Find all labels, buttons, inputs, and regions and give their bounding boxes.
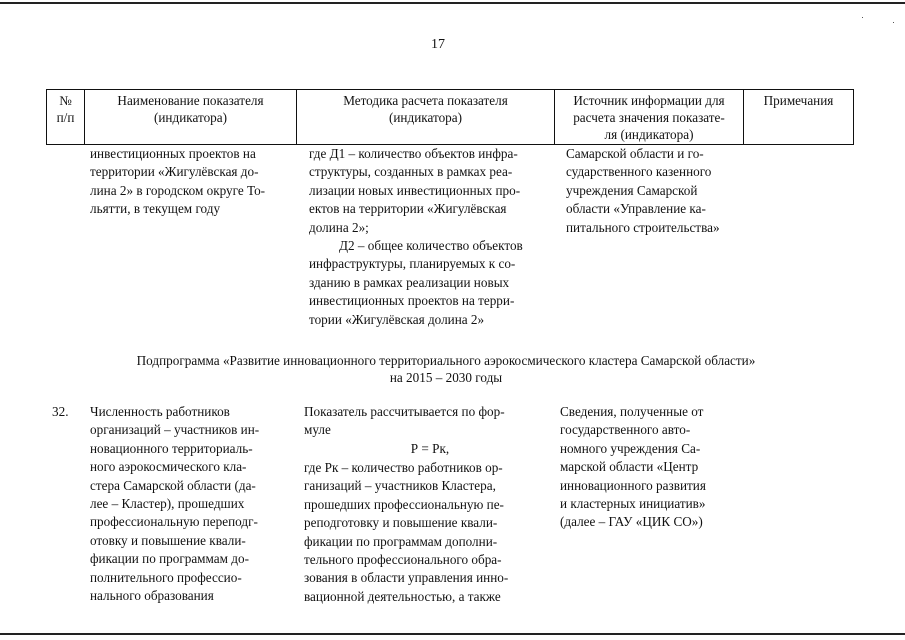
prev-row-information-source: Самарской области и го- сударственного казенного учреждения Самарской области «Управление ка- питального строительства» (566, 146, 720, 235)
row-32-formula: Р = Рк, (410, 441, 450, 456)
prev-row-method-d1: где Д1 – количество объектов инфра- структуры, созданных в рамках реа- лизации новых инвестиционных про- ектов на территории «Жигулёвская долина 2»; (309, 146, 521, 235)
subprogram-heading: Подпрограмма «Развитие инновационного территориального аэрокосмического кластера Самарской области» на 2015 – 2030 годы (136, 353, 756, 385)
row-32-number: 32. (52, 404, 69, 419)
header-indicator-name: Наименование показателя (индикатора) (85, 90, 297, 145)
row-32-method-intro: Показатель рассчитывается по фор- муле (304, 404, 505, 438)
prev-row-method-d2: Д2 – общее количество объектов инфраструктуры, планируемых к со- зданию в рамках реализации новых инвестиционных проектов на терри- тории «Жигулёвская долина 2» (309, 238, 523, 327)
header-notes: Примечания (744, 90, 854, 145)
scan-border-bottom (0, 633, 905, 635)
header-calculation-method: Методика расчета показателя (индикатора) (297, 90, 555, 145)
page-number: 17 (431, 37, 445, 52)
row-32-method-body: где Рк – количество работников ор- ганизаций – участников Кластера, прошедших профессиональную пе- реподготовку и повышение квали- фикации по программам дополни- тельного профессионального обра- зования в области управления инно- вационной деятельностью, а также (304, 460, 509, 604)
header-information-source: Источник информации для расчета значения показате- ля (индикатора) (555, 90, 744, 145)
row-32-indicator-name: Численность работников организаций – участников ин- новационного территориаль- ного аэрокосмического кла- стера Самарской области (да- лее – Кластер), прошедших профессиональную переподг- отовку и повышение квали- фикации по программам до- полнительного профессио- нального образования (90, 404, 260, 604)
scan-border-top (0, 2, 905, 4)
header-row (47, 90, 854, 145)
indicator-table-header (46, 89, 854, 145)
scan-speck (893, 22, 894, 23)
header-number: № п/п (47, 90, 85, 145)
row-32-information-source: Сведения, полученные от государственного авто- номного учреждения Са- марской области «Центр инновационного развития и кластерных инициатив» (далее – ГАУ «ЦИК СО») (560, 404, 706, 530)
prev-row-indicator-name: инвестиционных проектов на территории «Жигулёвская до- лина 2» в городском округе То- льятти, в текущем году (90, 146, 266, 217)
scan-speck (862, 17, 863, 18)
